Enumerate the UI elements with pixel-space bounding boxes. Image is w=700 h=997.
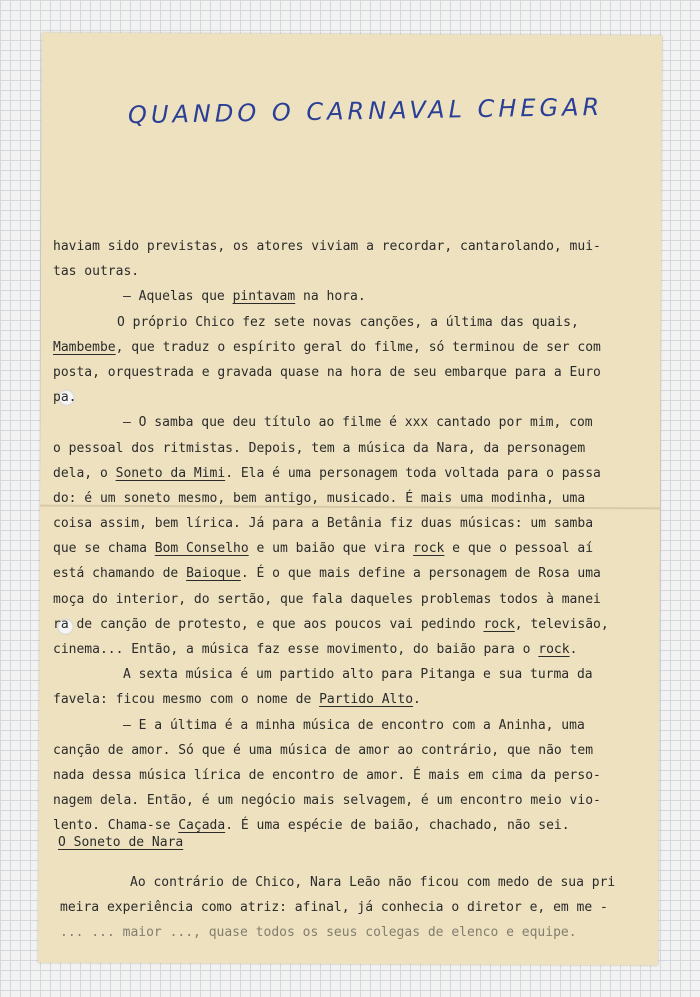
- text-line: nagem dela. Então, é um negócio mais selvagem, é um encontro meio vio-: [53, 793, 601, 809]
- text-line-cutoff: [60, 920, 600, 932]
- text-line: Ao contrário de Chico, Nara Leão não ficou com medo de sua pri: [130, 875, 616, 890]
- text-line: dela, o Soneto da Mimi. Ela é uma personagem toda voltada para o passa: [53, 465, 601, 481]
- underlined-term: Caçada: [178, 818, 226, 834]
- text-line: lento. Chama-se Caçada. É uma espécie de baião, chachado, não sei.: [53, 818, 570, 834]
- text-line: canção de amor. Só que é uma música de amor ao contrário, que não tem: [53, 742, 594, 758]
- underlined-term: pintavam: [232, 289, 296, 305]
- text-line: — Aquelas que pintavam na hora.: [123, 289, 366, 305]
- text-line: — O samba que deu título ao filme é xxx cantado por mim, com: [123, 415, 593, 431]
- underlined-term: Soneto da Mimi: [115, 465, 226, 481]
- text-line: favela: ficou mesmo com o nome de Partido Alto.: [53, 692, 421, 708]
- text-line: ra de canção de protesto, e que aos poucos vai pedindo rock, televisão,: [53, 616, 609, 632]
- text-line: haviam sido previstas, os atores viviam a recordar, cantarolando, mui-: [53, 239, 601, 254]
- section-heading: O Soneto de Nara: [58, 835, 184, 850]
- underlined-term: rock: [483, 616, 515, 632]
- underlined-term: rock: [413, 541, 445, 557]
- underlined-term: rock: [538, 642, 570, 657]
- underlined-term: Baioque: [186, 566, 241, 582]
- text-line: posta, orquestrada e gravada quase na hora de seu embarque para a Euro: [53, 364, 601, 380]
- text-line: Mambembe, que traduz o espírito geral do filme, só terminou de ser com: [53, 339, 601, 355]
- text-line: cinema... Então, a música faz esse movimento, do baião para o rock.: [53, 642, 578, 657]
- text-line: o pessoal dos ritmistas. Depois, tem a música da Nara, da personagem: [53, 440, 586, 456]
- text-line: pa.: [53, 390, 77, 406]
- text-line: que se chama Bom Conselho e um baião que vira rock e que o pessoal aí: [53, 541, 594, 557]
- underlined-term: Mambembe: [53, 339, 116, 355]
- text-line: — E a última é a minha música de encontro com a Aninha, uma: [123, 717, 585, 733]
- text-line: O próprio Chico fez sete novas canções, a última das quais,: [117, 314, 579, 330]
- underlined-term: Bom Conselho: [154, 541, 249, 557]
- text-line: do: é um soneto mesmo, bem antigo, musicado. É mais uma modinha, uma: [53, 490, 586, 506]
- text-line: coisa assim, bem lírica. Já para a Betânia fiz duas músicas: um samba: [53, 516, 594, 532]
- section-body: [60, 870, 616, 932]
- text-line: A sexta música é um partido alto para Pitanga e sua turma da: [123, 667, 593, 683]
- text-line: meira experiência como atriz: afinal, já conhecia o diretor e, em me -: [60, 900, 608, 916]
- text-line: moça do interior, do sertão, que fala daqueles problemas todos à manei: [53, 591, 601, 607]
- handwritten-title: QUANDO O CARNAVAL CHEGAR: [127, 92, 604, 130]
- text-line: tas outras.: [53, 264, 140, 280]
- underlined-term: Partido Alto: [319, 692, 414, 708]
- typed-body: [53, 234, 609, 839]
- text-line: está chamando de Baioque. É o que mais define a personagem de Rosa uma: [53, 566, 601, 582]
- text-line: nada dessa música lírica de encontro de amor. É mais em cima da perso-: [53, 767, 601, 783]
